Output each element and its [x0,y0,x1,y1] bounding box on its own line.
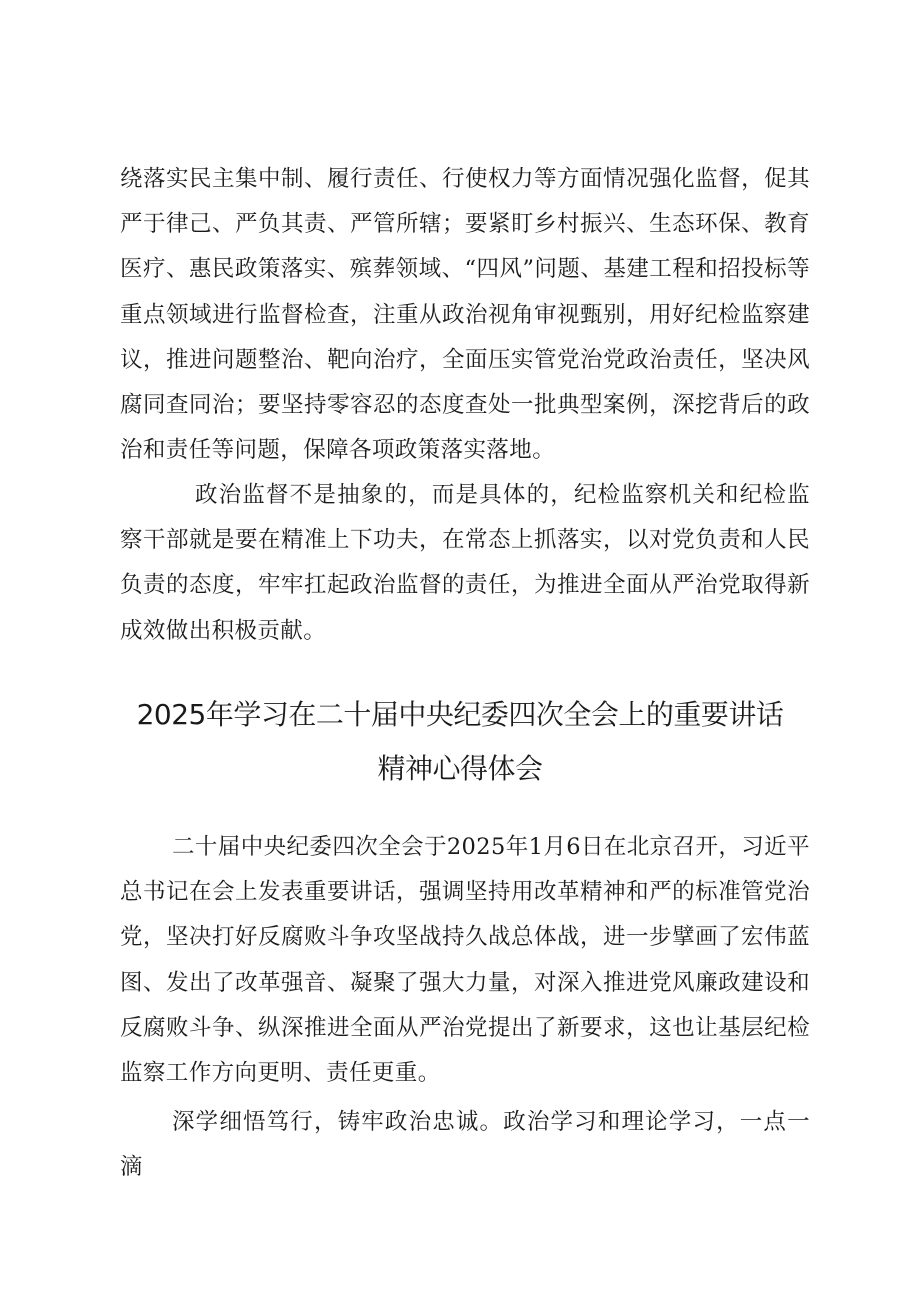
article-title: 2025年学习在二十届中央纪委四次全会上的重要讲话精神心得体会 [136,698,784,785]
body-paragraph: 绕落实民主集中制、履行责任、行使权力等方面情况强化监督，促其严于律己、严负其责、严管所辖；要紧盯乡村振兴、生态环保、教育医疗、惠民政策落实、殡葬领域、“四风”问题、基建工程和招投标等重点领域进行监督检查，注重从政治视角审视甄别，用好纪检监察建议，推进问题整治、靶向治疗，全面压实管党治党政治责任，坚决风腐同查同治；要坚持零容忍的态度查处一批典型案例，深挖背后的政治和责任等问题，保障各项政策落实落地。 [120,166,810,464]
body-paragraph: 二十届中央纪委四次全会于2025年1月6日在北京召开，习近平总书记在会上发表重要讲话，强调坚持用改革精神和严的标准管党治党，坚决打好反腐败斗争攻坚战持久战总体战，进一步擘画了宏伟蓝图、发出了改革强音、凝聚了强大力量，对深入推进党风廉政建设和反腐败斗争、纵深推进全面从严治党提出了新要求，这也让基层纪检监察工作方向更明、责任更重。 [120,834,810,1087]
body-paragraph: 深学细悟笃行，铸牢政治忠诚。政治学习和理论学习，一点一滴 [120,1109,810,1181]
body-paragraph: 政治监督不是抽象的，而是具体的，纪检监察机关和纪检监察干部就是要在精准上下功夫，在常态上抓落实，以对党负责和人民负责的态度，牢牢扛起政治监督的责任，为推进全面从严治党取得新成效做出积极贡献。 [120,482,810,644]
